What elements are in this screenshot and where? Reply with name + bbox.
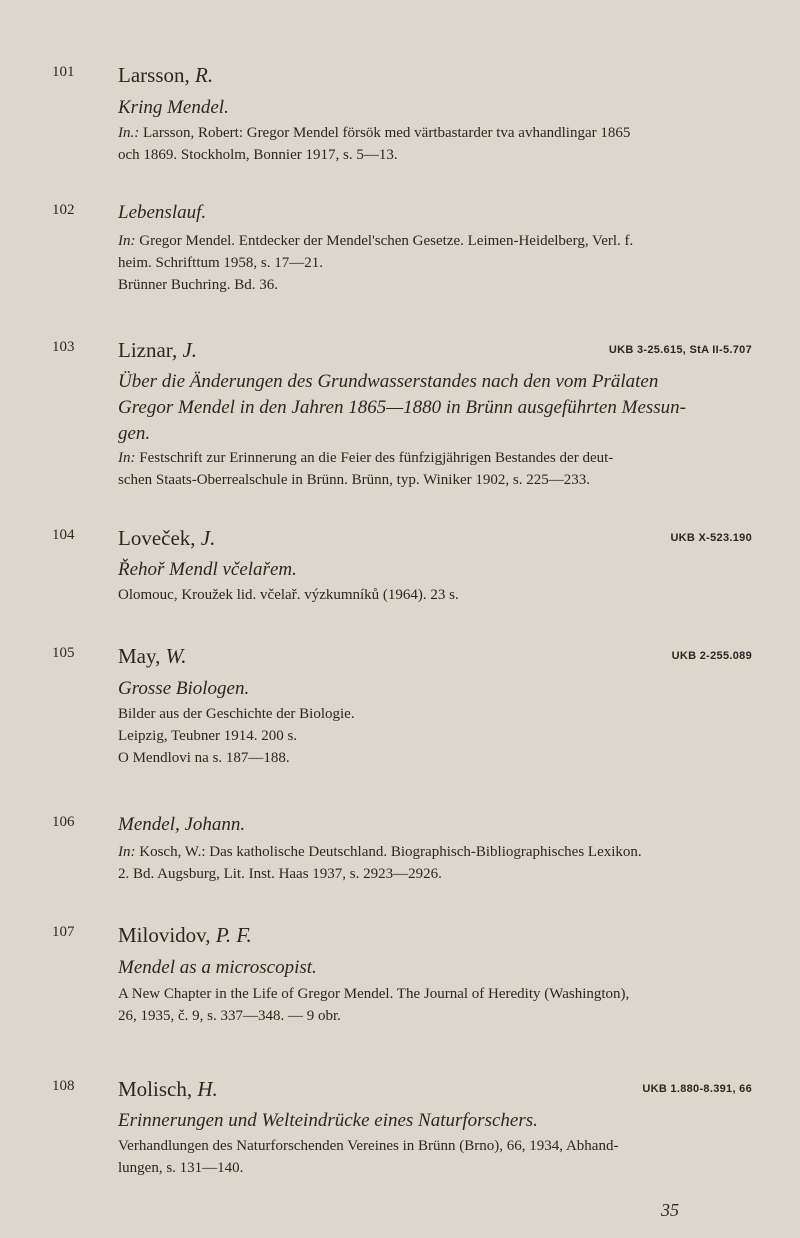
entry-details: In.: Larsson, Robert: Gregor Mendel försök med värtbastarder tva avhandlingar 1865 och 1869. Stockholm, Bonnier 1917, s. 5—13. <box>118 125 631 163</box>
entry-details: In: Gregor Mendel. Entdecker der Mendel'schen Gesetze. Leimen-Heidelberg, Verl. f. heim. Schrifttum 1958, s. 17—21. Brünner Buchring. Bd. 36. <box>118 233 634 293</box>
library-signature: UKB 2-255.089 <box>671 650 752 662</box>
entry-author: Liznar, J. <box>118 338 198 362</box>
entry-author: Loveček, J. <box>118 526 216 550</box>
entry-author: May, W. <box>118 644 187 668</box>
library-signature: UKB X-523.190 <box>670 532 752 544</box>
entry-title: Mendel, Johann. <box>118 814 246 835</box>
entry-author: Milovidov, P. F. <box>118 923 252 947</box>
entry-title: Grosse Biologen. <box>118 678 250 699</box>
entry-title: Kring Mendel. <box>118 97 229 118</box>
entry-number: 105 <box>52 645 75 661</box>
entry-number: 102 <box>52 202 75 218</box>
entry-details: In: Festschrift zur Erinnerung an die Feier des fünfzigjährigen Bestandes der deut- schen Staats-Oberrealschule in Brünn. Brünn, typ. Winiker 1902, s. 225—233. <box>118 450 614 488</box>
entry-details: Verhandlungen des Naturforschenden Vereines in Brünn (Brno), 66, 1934, Abhand- lungen, s. 131—140. <box>118 1138 619 1176</box>
entry-title: Erinnerungen und Welteindrücke eines Naturforschers. <box>118 1110 538 1131</box>
library-signature: UKB 3-25.615, StA II-5.707 <box>608 344 752 356</box>
entry-details: Bilder aus der Geschichte der Biologie. Leipzig, Teubner 1914. 200 s. O Mendlovi na s. 187—188. <box>118 706 355 766</box>
entry-number: 106 <box>52 814 75 830</box>
entry-number: 104 <box>52 527 75 543</box>
entry-title: Řehoř Mendl včelařem. <box>118 559 297 580</box>
library-signature: UKB 1.880-8.391, 66 <box>642 1083 752 1095</box>
page-number: 35 <box>661 1200 679 1220</box>
entry-details: A New Chapter in the Life of Gregor Mendel. The Journal of Heredity (Washington), 26, 1935, č. 9, s. 337—348. — 9 obr. <box>118 986 630 1024</box>
entry-title: Mendel as a microscopist. <box>118 957 317 978</box>
entry-author: Molisch, H. <box>118 1077 218 1101</box>
entry-title: Lebenslauf. <box>118 202 207 223</box>
entry-details: In: Kosch, W.: Das katholische Deutschland. Biographisch-Bibliographisches Lexikon. 2. Bd. Augsburg, Lit. Inst. Haas 1937, s. 2923—2926. <box>118 844 642 882</box>
entry-details: Olomouc, Kroužek lid. včelař. výzkumníků (1964). 23 s. <box>118 587 459 603</box>
entry-number: 101 <box>52 64 75 80</box>
entry-number: 103 <box>52 339 75 355</box>
entry-number: 108 <box>52 1078 75 1094</box>
entry-title: Über die Änderungen des Grundwasserstandes nach den vom Prälaten Gregor Mendel in den Jahren 1865—1880 in Brünn ausgeführten Messun- gen. <box>118 371 686 444</box>
entry-number: 107 <box>52 924 75 940</box>
entry-author: Larsson, R. <box>118 63 214 87</box>
